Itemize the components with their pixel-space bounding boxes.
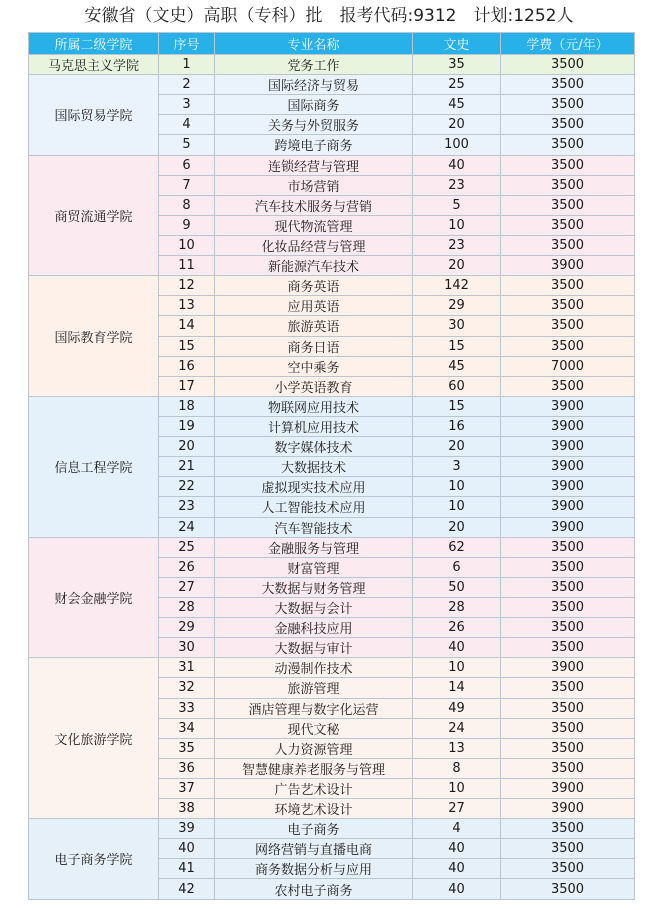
college-cell: 信息工程学院 [29,396,159,537]
row-tuition-cell: 3900 [501,396,635,416]
row-major-cell: 人力资源管理 [215,738,413,758]
row-tuition-cell: 3500 [501,296,635,316]
college-cell: 马克思主义学院 [29,55,159,75]
row-index-cell: 1 [159,55,215,75]
row-index-cell: 33 [159,698,215,718]
table-row [29,396,635,416]
college-cell: 国际教育学院 [29,276,159,397]
row-tuition-cell: 3500 [501,738,635,758]
row-major-cell: 广告艺术设计 [215,778,413,798]
row-major-cell: 新能源汽车技术 [215,256,413,276]
row-major-cell: 人工智能技术应用 [215,497,413,517]
header-major: 专业名称 [215,33,413,55]
table-row [29,75,635,95]
row-quota-cell: 29 [413,296,501,316]
row-tuition-cell: 3900 [501,256,635,276]
row-index-cell: 32 [159,678,215,698]
row-index-cell: 4 [159,115,215,135]
row-major-cell: 小学英语教育 [215,376,413,396]
row-quota-cell: 10 [413,215,501,235]
row-index-cell: 11 [159,256,215,276]
row-major-cell: 计算机应用技术 [215,416,413,436]
row-index-cell: 6 [159,155,215,175]
row-index-cell: 15 [159,336,215,356]
row-index-cell: 37 [159,778,215,798]
college-cell: 文化旅游学院 [29,658,159,819]
row-quota-cell: 142 [413,276,501,296]
row-tuition-cell: 7000 [501,356,635,376]
table-body [29,55,635,900]
row-tuition-cell: 3500 [501,879,635,899]
row-quota-cell: 28 [413,597,501,617]
row-tuition-cell: 3900 [501,658,635,678]
row-index-cell: 3 [159,95,215,115]
row-tuition-cell: 3500 [501,115,635,135]
row-tuition-cell: 3500 [501,859,635,879]
row-quota-cell: 45 [413,356,501,376]
row-index-cell: 22 [159,477,215,497]
row-index-cell: 25 [159,537,215,557]
row-index-cell: 30 [159,638,215,658]
row-index-cell: 21 [159,457,215,477]
row-index-cell: 23 [159,497,215,517]
college-cell: 国际贸易学院 [29,75,159,155]
row-tuition-cell: 3900 [501,437,635,457]
row-quota-cell: 6 [413,557,501,577]
row-index-cell: 40 [159,839,215,859]
college-cell: 商贸流通学院 [29,155,159,276]
row-quota-cell: 25 [413,75,501,95]
row-major-cell: 空中乘务 [215,356,413,376]
row-tuition-cell: 3900 [501,799,635,819]
row-major-cell: 财富管理 [215,557,413,577]
table-row [29,819,635,839]
row-index-cell: 17 [159,376,215,396]
row-major-cell: 商务日语 [215,336,413,356]
row-quota-cell: 20 [413,115,501,135]
row-index-cell: 39 [159,819,215,839]
row-index-cell: 36 [159,758,215,778]
row-tuition-cell: 3500 [501,618,635,638]
row-quota-cell: 20 [413,256,501,276]
row-major-cell: 大数据与会计 [215,597,413,617]
row-index-cell: 10 [159,235,215,255]
row-major-cell: 动漫制作技术 [215,658,413,678]
row-quota-cell: 23 [413,175,501,195]
row-quota-cell: 26 [413,618,501,638]
row-index-cell: 5 [159,135,215,155]
row-major-cell: 化妆品经营与管理 [215,235,413,255]
table-row [29,55,635,75]
row-tuition-cell: 3500 [501,597,635,617]
row-tuition-cell: 3500 [501,678,635,698]
row-major-cell: 网络营销与直播电商 [215,839,413,859]
row-tuition-cell: 3500 [501,195,635,215]
row-major-cell: 金融科技应用 [215,618,413,638]
row-tuition-cell: 3500 [501,316,635,336]
row-tuition-cell: 3500 [501,336,635,356]
row-major-cell: 汽车技术服务与营销 [215,195,413,215]
row-major-cell: 大数据与财务管理 [215,577,413,597]
row-index-cell: 29 [159,618,215,638]
row-quota-cell: 4 [413,819,501,839]
header-index: 序号 [159,33,215,55]
row-tuition-cell: 3500 [501,235,635,255]
row-tuition-cell: 3500 [501,215,635,235]
row-index-cell: 41 [159,859,215,879]
admission-plan-table [28,32,635,900]
row-index-cell: 42 [159,879,215,899]
row-index-cell: 28 [159,597,215,617]
row-major-cell: 大数据技术 [215,457,413,477]
row-major-cell: 连锁经营与管理 [215,155,413,175]
row-quota-cell: 15 [413,336,501,356]
row-quota-cell: 49 [413,698,501,718]
row-major-cell: 环境艺术设计 [215,799,413,819]
row-index-cell: 24 [159,517,215,537]
row-major-cell: 农村电子商务 [215,879,413,899]
row-quota-cell: 40 [413,839,501,859]
row-tuition-cell: 3900 [501,778,635,798]
row-quota-cell: 10 [413,477,501,497]
row-tuition-cell: 3500 [501,75,635,95]
table-header-row [29,33,635,55]
table-row [29,155,635,175]
row-index-cell: 16 [159,356,215,376]
row-tuition-cell: 3500 [501,376,635,396]
row-major-cell: 国际商务 [215,95,413,115]
row-tuition-cell: 3500 [501,175,635,195]
row-quota-cell: 10 [413,778,501,798]
row-quota-cell: 3 [413,457,501,477]
row-tuition-cell: 3500 [501,758,635,778]
row-major-cell: 物联网应用技术 [215,396,413,416]
row-quota-cell: 60 [413,376,501,396]
row-tuition-cell: 3900 [501,497,635,517]
row-major-cell: 大数据与审计 [215,638,413,658]
row-quota-cell: 40 [413,879,501,899]
header-college: 所属二级学院 [29,33,159,55]
row-quota-cell: 8 [413,758,501,778]
row-index-cell: 38 [159,799,215,819]
row-index-cell: 27 [159,577,215,597]
table-row [29,658,635,678]
page-title: 安徽省（文史）高职（专科）批 报考代码:9312 计划:1252人 [84,6,574,26]
row-quota-cell: 40 [413,638,501,658]
row-quota-cell: 20 [413,437,501,457]
row-quota-cell: 16 [413,416,501,436]
row-tuition-cell: 3500 [501,537,635,557]
row-tuition-cell: 3900 [501,457,635,477]
row-quota-cell: 5 [413,195,501,215]
row-quota-cell: 10 [413,658,501,678]
row-index-cell: 26 [159,557,215,577]
row-quota-cell: 27 [413,799,501,819]
row-tuition-cell: 3500 [501,155,635,175]
row-major-cell: 商务英语 [215,276,413,296]
row-tuition-cell: 3500 [501,557,635,577]
row-quota-cell: 50 [413,577,501,597]
row-index-cell: 12 [159,276,215,296]
header-tuition: 学费（元/年） [501,33,635,55]
row-tuition-cell: 3500 [501,55,635,75]
row-major-cell: 数字媒体技术 [215,437,413,457]
row-tuition-cell: 3900 [501,416,635,436]
row-major-cell: 国际经济与贸易 [215,75,413,95]
row-major-cell: 市场营销 [215,175,413,195]
row-index-cell: 7 [159,175,215,195]
row-tuition-cell: 3500 [501,718,635,738]
row-major-cell: 商务数据分析与应用 [215,859,413,879]
row-quota-cell: 24 [413,718,501,738]
row-index-cell: 31 [159,658,215,678]
row-major-cell: 智慧健康养老服务与管理 [215,758,413,778]
row-tuition-cell: 3500 [501,95,635,115]
row-quota-cell: 35 [413,55,501,75]
row-tuition-cell: 3500 [501,839,635,859]
row-index-cell: 19 [159,416,215,436]
row-tuition-cell: 3900 [501,517,635,537]
row-major-cell: 金融服务与管理 [215,537,413,557]
row-tuition-cell: 3900 [501,477,635,497]
row-major-cell: 现代物流管理 [215,215,413,235]
row-major-cell: 汽车智能技术 [215,517,413,537]
row-major-cell: 党务工作 [215,55,413,75]
row-major-cell: 旅游英语 [215,316,413,336]
row-quota-cell: 45 [413,95,501,115]
row-quota-cell: 62 [413,537,501,557]
row-major-cell: 电子商务 [215,819,413,839]
row-index-cell: 13 [159,296,215,316]
row-major-cell: 虚拟现实技术应用 [215,477,413,497]
row-quota-cell: 30 [413,316,501,336]
row-quota-cell: 23 [413,235,501,255]
row-major-cell: 应用英语 [215,296,413,316]
row-index-cell: 35 [159,738,215,758]
row-quota-cell: 13 [413,738,501,758]
row-quota-cell: 20 [413,517,501,537]
row-major-cell: 酒店管理与数字化运营 [215,698,413,718]
row-quota-cell: 15 [413,396,501,416]
college-cell: 财会金融学院 [29,537,159,658]
row-quota-cell: 40 [413,155,501,175]
college-cell: 电子商务学院 [29,819,159,899]
row-major-cell: 跨境电子商务 [215,135,413,155]
table-row [29,537,635,557]
header-quota: 文史 [413,33,501,55]
row-index-cell: 8 [159,195,215,215]
row-major-cell: 关务与外贸服务 [215,115,413,135]
row-tuition-cell: 3500 [501,276,635,296]
row-tuition-cell: 3500 [501,698,635,718]
row-tuition-cell: 3500 [501,135,635,155]
row-index-cell: 2 [159,75,215,95]
row-index-cell: 34 [159,718,215,738]
row-quota-cell: 40 [413,859,501,879]
row-index-cell: 20 [159,437,215,457]
table-row [29,276,635,296]
row-index-cell: 14 [159,316,215,336]
row-quota-cell: 10 [413,497,501,517]
row-tuition-cell: 3500 [501,638,635,658]
row-tuition-cell: 3500 [501,819,635,839]
row-quota-cell: 100 [413,135,501,155]
row-index-cell: 18 [159,396,215,416]
row-major-cell: 现代文秘 [215,718,413,738]
row-quota-cell: 14 [413,678,501,698]
row-tuition-cell: 3500 [501,577,635,597]
row-index-cell: 9 [159,215,215,235]
row-major-cell: 旅游管理 [215,678,413,698]
